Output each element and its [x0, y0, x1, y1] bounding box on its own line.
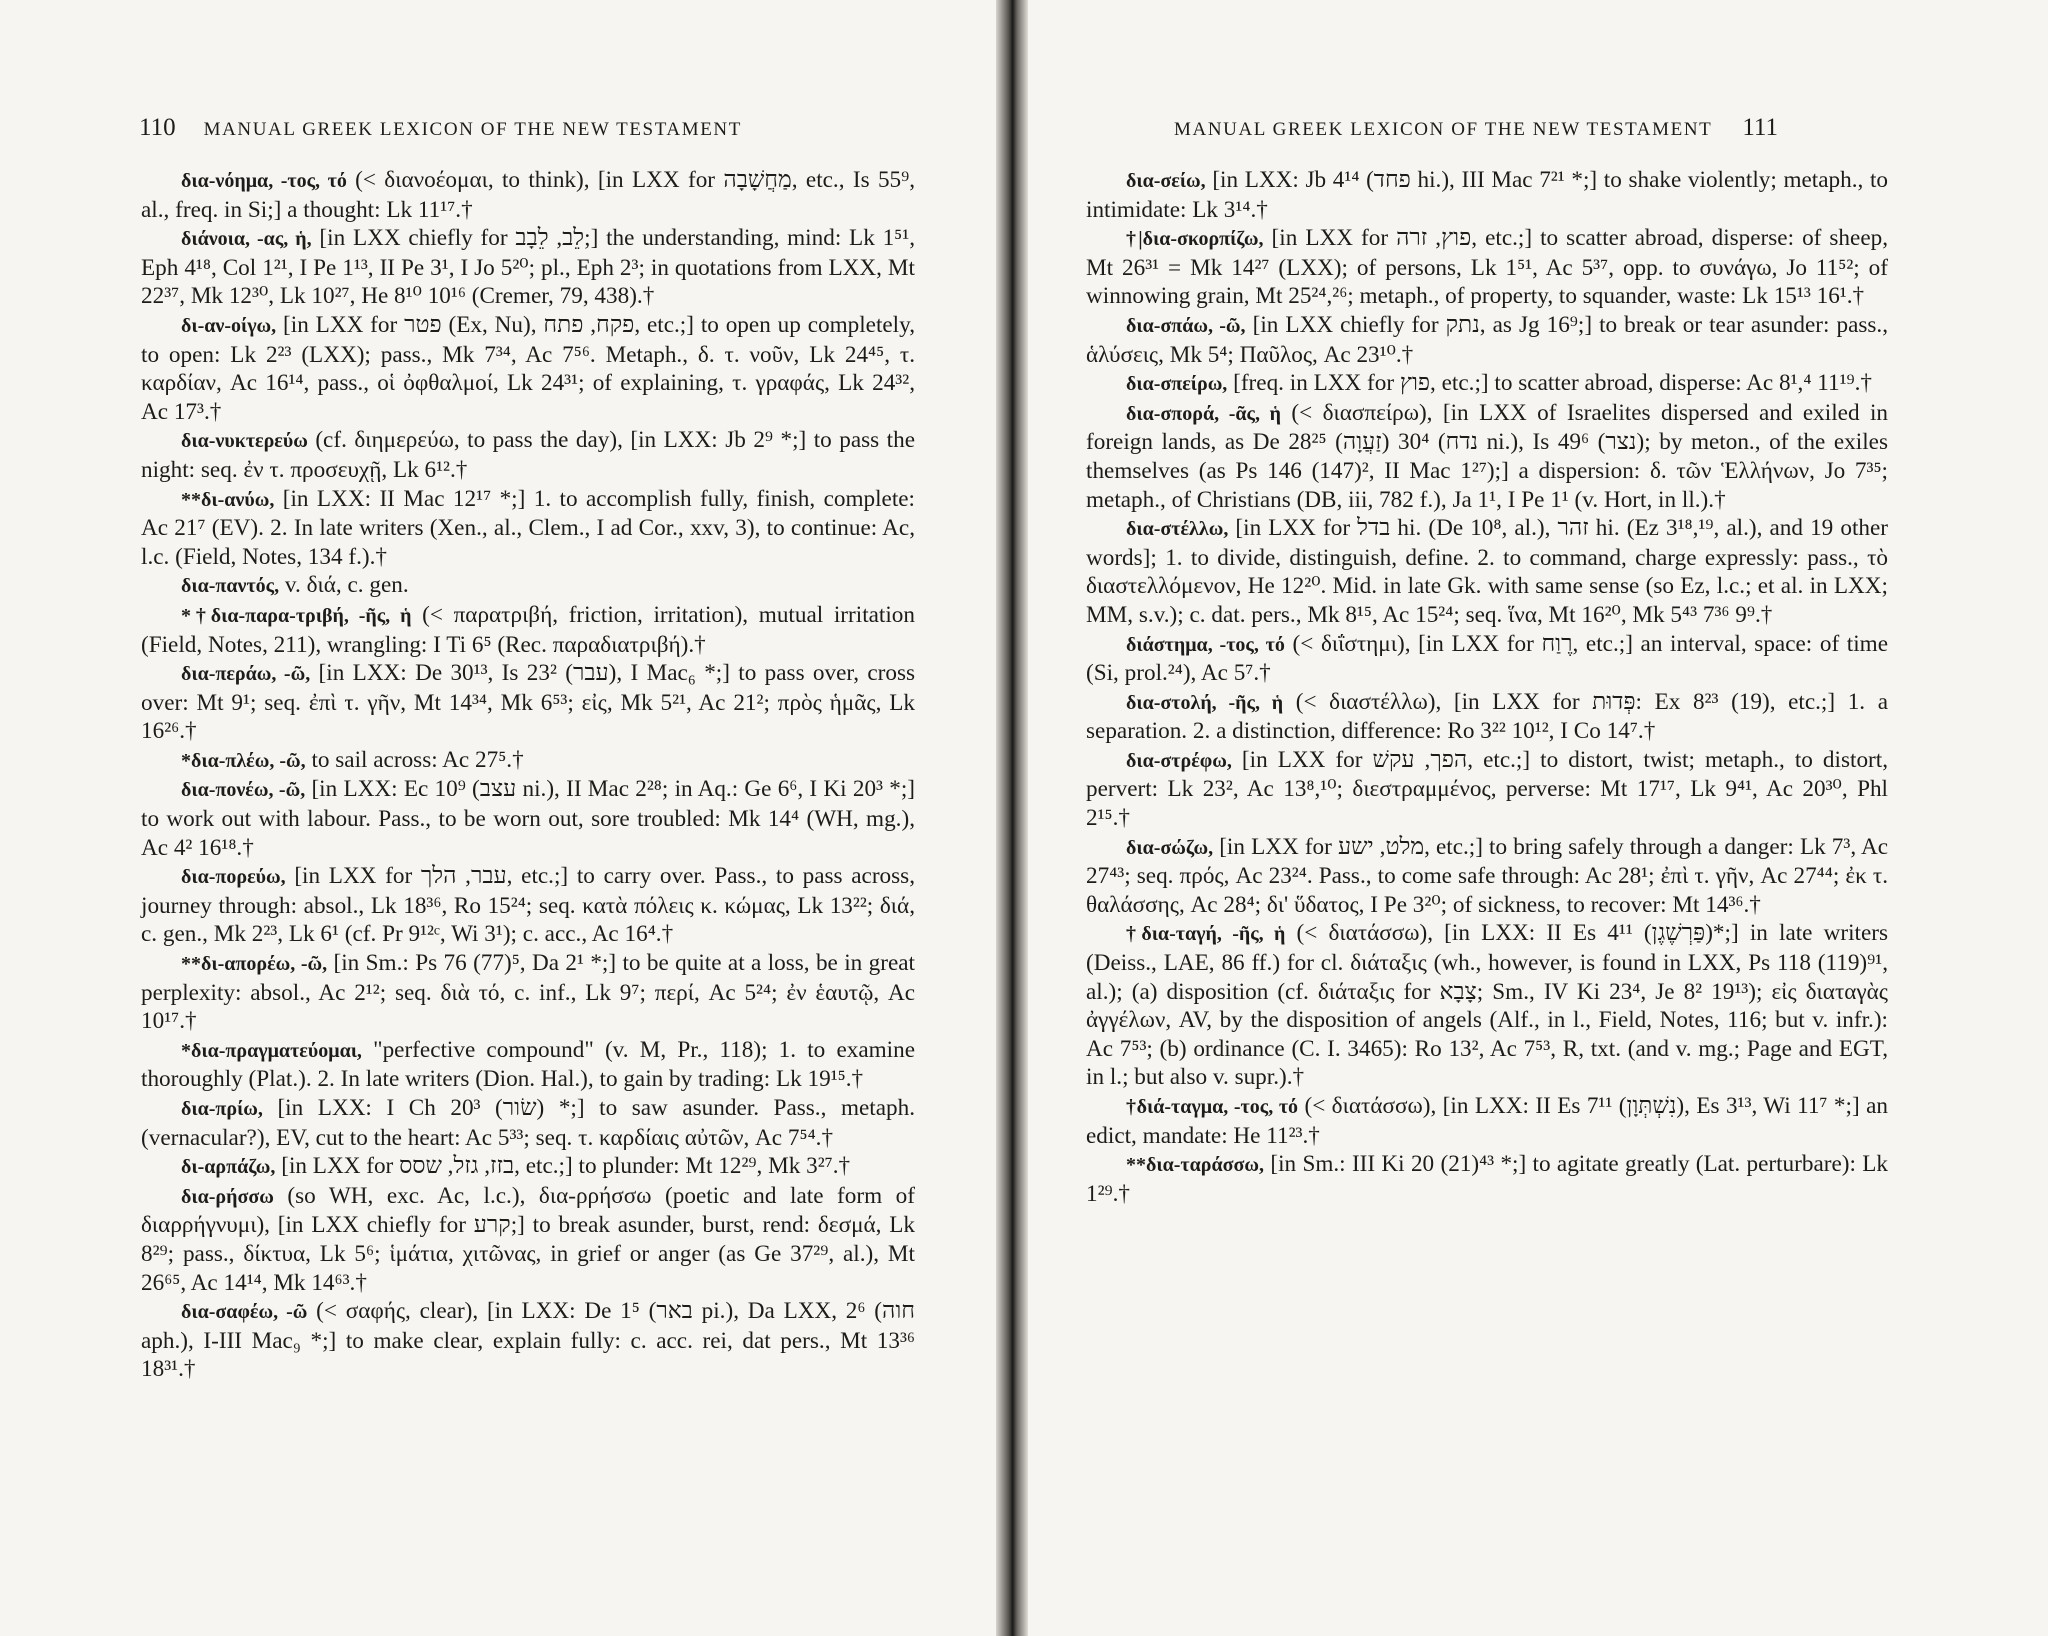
entry-text: [in LXX for פטר (Ex, Nu), פקח, פתח, etc.;] to open up completely, to open: Lk 2²³ (LXX); pass., Mk 7³⁴, Ac 7⁵⁶. Metaph., δ. τ. νοῦν, Lk 24⁴⁵, τ. καρδίαν, Ac 16¹⁴, pass., οἱ ὀφθαλμοί, Lk 24³¹; of explaining, τ. γραφάς, Lk 24³², Ac 17³.†	[141, 311, 916, 425]
entry-text: v. διά, c. gen.	[279, 572, 409, 599]
lexicon-entry	[141, 775, 915, 862]
entry-text: (< σαφής, clear), [in LXX: De 1⁵ (באר pi.), Da LXX, 2⁶ (חוה aph.), I-III Mac₉ *;] to make clear, explain fully: c. acc. rei, dat pers., Mt 13³⁶ 18³¹.†	[141, 1298, 915, 1383]
lexicon-entry	[141, 426, 915, 484]
lexicon-entry	[141, 1182, 915, 1297]
entry-text: [in LXX: I Ch 20³ (שׂור) *;] to saw asunder. Pass., metaph. (vernacular?), EV, cut to the heart: Ac 5³³; seq. τ. καρδίαις αὐτῶν, Ac 7⁵⁴.†	[141, 1095, 915, 1151]
right-running-header	[1174, 114, 1778, 148]
lexicon-entry	[1086, 311, 1888, 369]
lexicon-entry	[141, 949, 915, 1036]
entry-text: (< διατάσσω), [in LXX: II Es 7¹¹ (נִשְׁתְּוָן), Es 3¹³, Wi 11⁷ *;] an edict, mandate: He 11²³.†	[1086, 1093, 1888, 1149]
entry-headword: δια-στολή, -ῆς, ἡ	[1126, 691, 1284, 714]
entry-text: [in Sm.: III Ki 20 (21)⁴³ *;] to agitate greatly (Lat. perturbare): Lk 1²⁹.†	[1086, 1151, 1888, 1207]
right-page	[1018, 0, 2048, 1636]
left-page	[0, 0, 1006, 1636]
entry-headword: *δια-πλέω, -ῶ,	[181, 749, 306, 772]
lexicon-entry	[141, 166, 915, 224]
lexicon-entry	[141, 862, 915, 949]
entry-headword: δια-στρέφω,	[1126, 749, 1232, 772]
entry-headword: δι-αρπάζω,	[181, 1156, 276, 1179]
entry-headword: †δια-ταγή, -ῆς, ἡ	[1126, 923, 1286, 946]
lexicon-entry	[141, 485, 915, 572]
lexicon-entry	[141, 601, 915, 659]
entry-text: [freq. in LXX for פוץ, etc.;] to scatter abroad, disperse: Ac 8¹,⁴ 11¹⁹.†	[1227, 370, 1872, 397]
lexicon-entry	[1086, 1150, 1888, 1208]
entry-text: (< διατάσσω), [in LXX: II Es 4¹¹ (פַּרְשֶׁגֶן)*;] in late writers (Deiss., LAE, 86 ff.) for cl. διάταξις (wh., however, is found in LXX, Ps 118 (119)⁹¹, al.); (a) disposition (cf. διάταξις for צָבָא; Sm., IV Ki 23⁴, Je 8² 19¹³); εἰς διαταγὰς ἀγγέλων, AV, by the disposition of angels (Alf., in l., Field, Notes, 116; but v. infr.): Ac 7⁵³; (b) ordinance (C. I. 3465): Ro 13², Ac 7⁵³, R, txt. (and v. mg.; Page and EGT, in l.; but also v. supr.).†	[1086, 920, 1889, 1091]
lexicon-entry	[141, 1152, 915, 1182]
entry-text: [in LXX: De 30¹³, Is 23² (עבר), I Mac₆ *;] to pass over, cross over: Mt 9¹; seq. ἐπὶ τ. γῆν, Mt 14³⁴, Mk 6⁵³; εἰς, Mk 5²¹, Ac 21²; πρὸς ἡμᾶς, Lk 16²⁶.†	[141, 660, 915, 745]
entry-text: (< παρατριβή, friction, irritation), mutual irritation (Field, Notes, 211), wrangling: I Ti 6⁵ (Rec. παραδιατριβή).†	[141, 601, 915, 658]
lexicon-entry	[1086, 1092, 1888, 1150]
entry-text: [in LXX: Ec 10⁹ (עצב ni.), II Mac 2²⁸; in Aq.: Ge 6⁶, I Ki 20³ *;] to work out with labour. Pass., to be worn out, sore troubled: Mk 14⁴ (WH, mg.), Ac 4² 16¹⁸.†	[141, 776, 915, 861]
entry-text: [in LXX for מלט, ישע, etc.;] to bring safely through a danger: Lk 7³, Ac 27⁴³; seq. πρός, Ac 23²⁴. Pass., to come safe through: Ac 28¹; ἐπὶ τ. γῆν, Ac 27⁴⁴; ἐκ τ. θαλάσσης, Ac 28⁴; δι' ὕδατος, I Pe 3²⁰; of sickness, to recover: Mt 14³⁶.†	[1086, 833, 1888, 918]
lexicon-entries-right	[1086, 166, 1888, 1208]
lexicon-entry	[1086, 746, 1888, 833]
entry-text: [in LXX chiefly for לֵב, לֵבָב;] the understanding, mind: Lk 1⁵¹, Eph 4¹⁸, Col 1²¹, I Pe 1¹³, II Pe 3¹, I Jo 5²⁰; pl., Eph 2³; in quotations from LXX, Mt 22³⁷, Mk 12³⁰, Lk 10²⁷, He 8¹⁰ 10¹⁶ (Cremer, 79, 438).†	[141, 225, 916, 310]
entry-text: [in LXX chiefly for נתק, as Jg 16⁹;] to break or tear asunder: pass., ἁλύσεις, Mk 5⁴; Παῦλος, Ac 23¹⁰.†	[1086, 311, 1889, 368]
entry-headword: †|δια-σκορπίζω,	[1126, 228, 1264, 251]
entry-headword: †διά-ταγμα, -τος, τό	[1126, 1096, 1299, 1118]
entry-text: [in LXX for בדל hi. (De 10⁸, al.), זהר hi. (Ez 3¹⁸,¹⁹, al.), and 19 other words]; 1. to divide, distinguish, define. 2. to command, charge expressly: pass., τὸ διαστελλόμενον, He 12²⁰. Mid. in late Gk. with same sense (so Ez, l.c.; et al. in LXX; MM, s.v.); c. dat. pers., Mk 8¹⁵, Ac 15²⁴; seq. ἵνα, Mt 16²⁰, Mk 5⁴³ 7³⁶ 9⁹.†	[1086, 515, 1888, 628]
entry-headword: δια-νυκτερεύω	[181, 430, 308, 453]
entry-headword: δια-νόημα, -τος, τό	[181, 170, 347, 192]
lexicon-entry	[1086, 833, 1888, 920]
entry-text: [in LXX for עבר, הלך, etc.;] to carry over. Pass., to pass across, journey through: absol., Lk 18³⁶, Ro 15²⁴; seq. κατὰ πόλεις κ. κώμας, Lk 13²²; διά, c. gen., Mk 2²³, Lk 6¹ (cf. Pr 9¹²ᶜ, Wi 3¹); c. acc., Ac 16⁴.†	[141, 863, 915, 948]
left-running-header	[139, 114, 742, 148]
running-title: MANUAL GREEK LEXICON OF THE NEW TESTAMENT	[203, 119, 742, 140]
entry-text: [in Sm.: Ps 76 (77)⁵, Da 2¹ *;] to be quite at a loss, be in great perplexity: absol., Ac 2¹²; seq. διὰ τό, c. inf., Lk 9⁷; περί, Ac 5²⁴; ἐν ἑαυτῷ, Ac 10¹⁷.†	[141, 950, 916, 1035]
entry-headword: δια-παντός,	[181, 575, 280, 598]
lexicon-entry	[141, 1036, 915, 1094]
entry-headword: δια-ρήσσω	[181, 1185, 274, 1208]
entry-headword: δια-στέλλω,	[1126, 518, 1229, 541]
entry-text: (< διΐστημι), [in LXX for רֶוַח, etc.;] an interval, space: of time (Si, prol.²⁴), Ac 5⁷.†	[1086, 630, 1889, 687]
lexicon-entry	[1086, 688, 1888, 746]
book-gutter-shadow	[996, 0, 1028, 1636]
entry-text: (< διαστέλλω), [in LXX for פְּדוּת: Ex 8²³ (19), etc.;] 1. a separation. 2. a distinction, difference: Ro 3²² 10¹², I Co 14⁷.†	[1086, 688, 1888, 745]
entry-text: [in LXX: II Mac 12¹⁷ *;] 1. to accomplish fully, finish, complete: Ac 21⁷ (EV). 2. In late writers (Xen., al., Clem., I ad Cor., xxv, 3), to continue: Ac, l.c. (Field, Notes, 134 f.).†	[141, 485, 915, 570]
entry-text: to sail across: Ac 27⁵.†	[305, 746, 524, 773]
entry-text: [in LXX: Jb 4¹⁴ (פחד hi.), III Mac 7²¹ *;] to shake violently; metaph., to intimidate: Lk 3¹⁴.†	[1086, 167, 1889, 223]
lexicon-entry	[1086, 166, 1888, 224]
entry-headword: διάνοια, -ας, ἡ,	[181, 228, 312, 251]
entry-text: [in LXX for פוץ, זרה, etc.;] to scatter abroad, disperse: of sheep, Mt 26³¹ = Mk 14²⁷ (LXX); of persons, Lk 1⁵¹, Ac 5³⁷, opp. to συνάγω, Jo 11⁵²; of winnowing grain, Mt 25²⁴,²⁶; metaph., of property, to squander, waste: Lk 15¹³ 16¹.†	[1086, 225, 1888, 310]
entry-text: [in LXX for הפך, עקשׁ, etc.;] to distort, twist; metaph., to distort, pervert: Lk 23², Ac 13⁸,¹⁰; διεστραμμένος, perverse: Mt 17¹⁷, Lk 9⁴¹, Ac 20³⁰, Phl 2¹⁵.†	[1086, 746, 1888, 832]
entry-headword: δια-σπείρω,	[1126, 373, 1228, 396]
lexicon-entry	[141, 311, 915, 426]
lexicon-entries-left	[141, 166, 915, 1384]
lexicon-entry	[141, 1094, 915, 1152]
lexicon-entry	[141, 659, 915, 746]
lexicon-entry	[1086, 630, 1888, 688]
lexicon-entry	[141, 224, 915, 311]
entry-headword: *δια-πραγματεύομαι,	[181, 1039, 362, 1062]
entry-headword: δια-πονέω, -ῶ,	[181, 779, 306, 802]
running-title: MANUAL GREEK LEXICON OF THE NEW TESTAMENT	[1174, 119, 1713, 140]
entry-headword: **δι-ανύω,	[181, 488, 275, 511]
entry-headword: δια-σείω,	[1126, 170, 1206, 192]
entry-headword: δι-αν-οίγω,	[181, 314, 277, 337]
entry-text: (cf. διημερεύω, to pass the day), [in LXX: Jb 2⁹ *;] to pass the night: seq. ἐν τ. προσευχῇ, Lk 6¹².†	[141, 427, 915, 483]
lexicon-entry	[1086, 369, 1888, 399]
entry-headword: *†δια-παρα-τριβή, -ῆς, ἡ	[181, 604, 412, 627]
entry-headword: **δια-ταράσσω,	[1126, 1154, 1265, 1177]
entry-text: [in LXX for בזז, גזל, שסס, etc.;] to plunder: Mt 12²⁹, Mk 3²⁷.†	[275, 1153, 851, 1180]
entry-headword: δια-σαφέω, -ῶ	[181, 1301, 308, 1324]
lexicon-entry	[1086, 514, 1888, 629]
entry-headword: δια-πορεύω,	[181, 866, 286, 889]
lexicon-entry	[1086, 399, 1888, 514]
entry-headword: διάστημα, -τος, τό	[1126, 633, 1285, 656]
entry-headword: **δι-απορέω, -ῶ,	[181, 953, 328, 976]
page-number: 111	[1742, 114, 1779, 141]
entry-headword: δια-σώζω,	[1126, 836, 1214, 859]
entry-headword: δια-σπάω, -ῶ,	[1126, 314, 1246, 337]
entry-headword: δια-σπορά, -ᾶς, ἡ	[1126, 402, 1281, 425]
lexicon-entry	[1086, 224, 1888, 311]
entry-text: (< διανοέομαι, to think), [in LXX for מַחֲשָׁבָה, etc., Is 55⁹, al., freq. in Si;] a thought: Lk 11¹⁷.†	[141, 167, 916, 223]
page-number: 110	[139, 114, 176, 141]
entry-text: (so WH, exc. Ac, l.c.), δια-ρρήσσω (poetic and late form of διαρρήγνυμι), [in LXX chiefly for קרע;] to break asunder, burst, rend: δεσμά, Lk 8²⁹; pass., δίκτυα, Lk 5⁶; ἱμάτια, χιτῶνας, in grief or anger (as Ge 37²⁹, al.), Mt 26⁶⁵, Ac 14¹⁴, Mk 14⁶³.†	[141, 1182, 915, 1296]
entry-text: (< διασπείρω), [in LXX of Israelites dispersed and exiled in foreign lands, as De 28²⁵ (זַעֲוָה) 30⁴ (נדח ni.), Is 49⁶ (נצר); by meton., of the exiles themselves (as Ps 146 (147)², II Mac 1²⁷);] a dispersion: δ. τῶν Ἑλλήνων, Jo 7³⁵; metaph., of Christians (DB, iii, 782 f.), Ja 1¹, I Pe 1¹ (v. Hort, in ll.).†	[1086, 399, 1889, 513]
lexicon-entry	[141, 746, 915, 776]
lexicon-entry	[141, 1297, 915, 1384]
lexicon-entry	[141, 571, 915, 601]
entry-headword: δια-περάω, -ῶ,	[181, 663, 311, 686]
lexicon-entry	[1086, 919, 1888, 1092]
entry-headword: δια-πρίω,	[181, 1098, 263, 1120]
entry-text: "perfective compound" (v. M, Pr., 118); 1. to examine thoroughly (Plat.). 2. In late writers (Dion. Hal.), to gain by trading: Lk 19¹⁵.†	[141, 1036, 915, 1093]
